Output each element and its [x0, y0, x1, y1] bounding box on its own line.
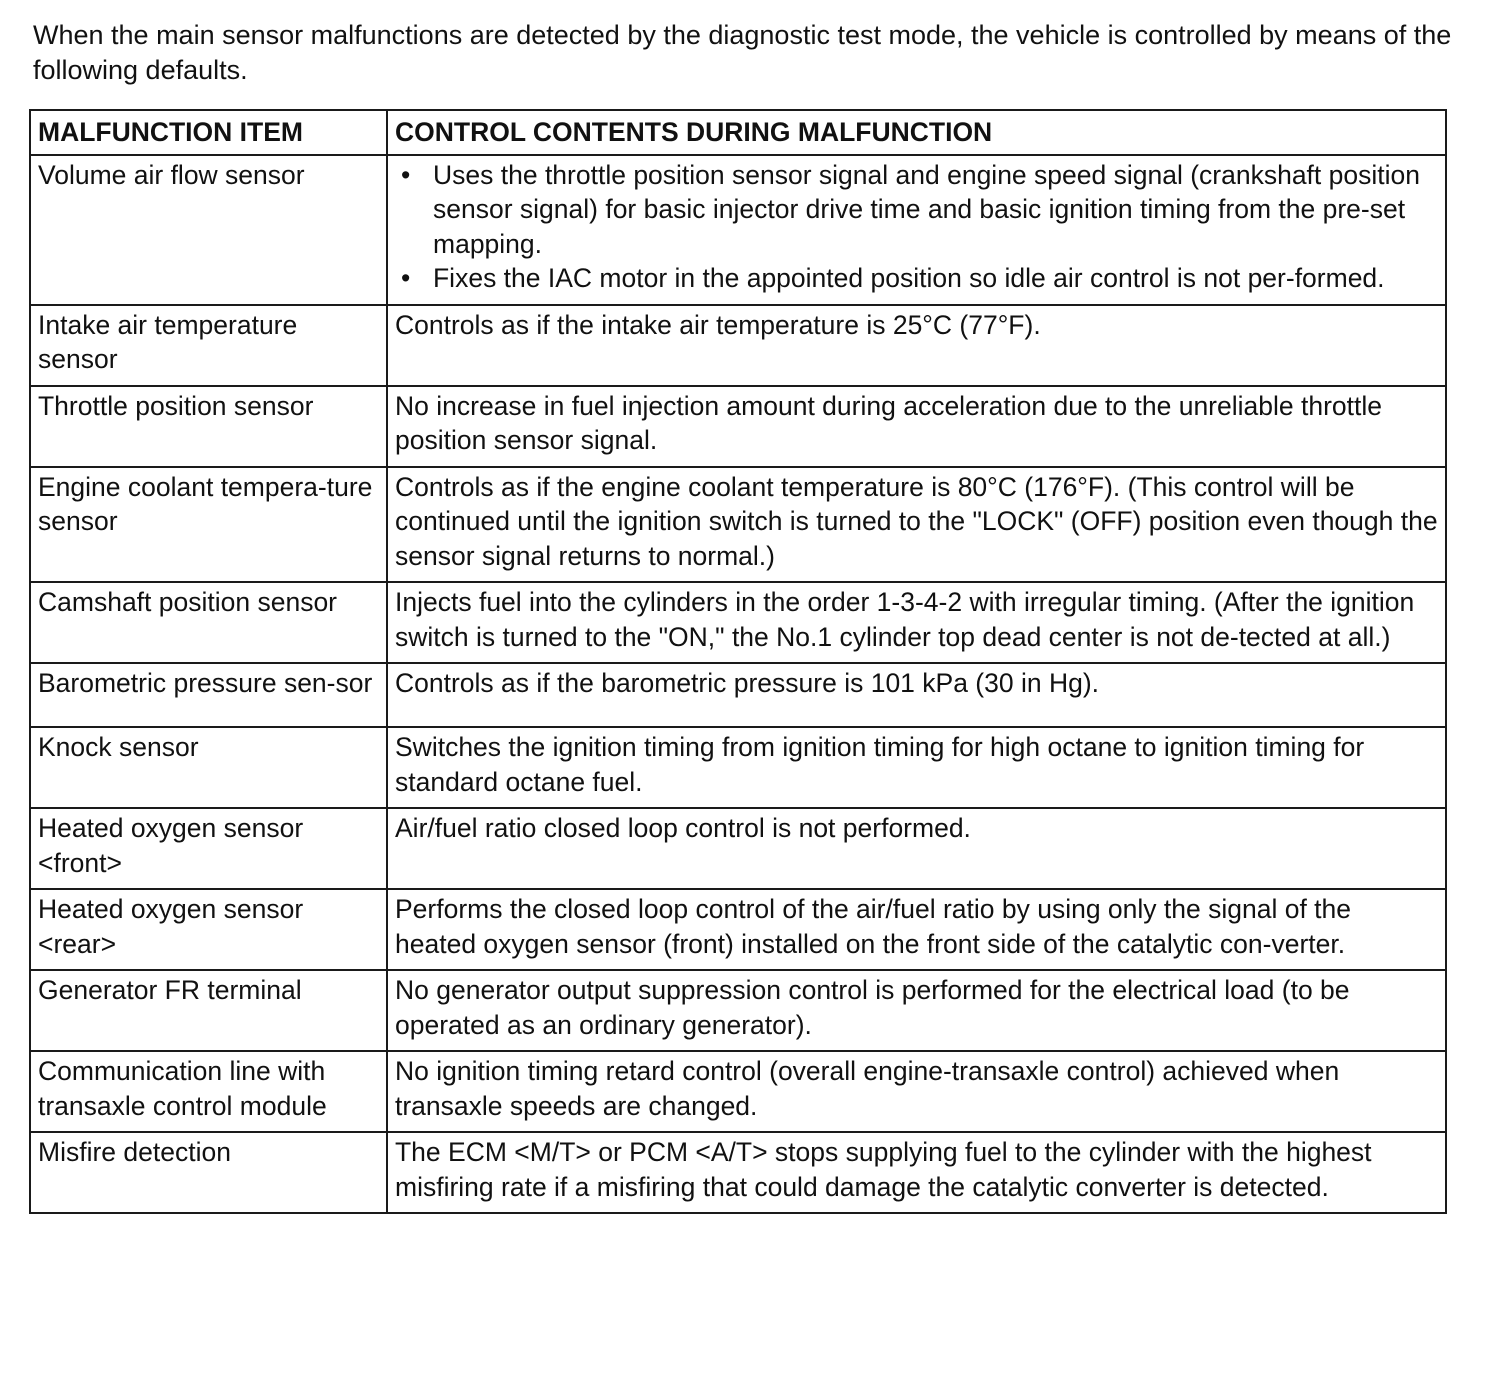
- malfunction-item-cell: Heated oxygen sensor <front>: [30, 808, 387, 889]
- malfunction-item-cell: Throttle position sensor: [30, 386, 387, 467]
- malfunction-item-cell: Communication line with transaxle control module: [30, 1051, 387, 1132]
- control-contents-cell: Performs the closed loop control of the air/fuel ratio by using only the signal of the heated oxygen sensor (front) installed on the front side of the catalytic con-verter.: [387, 889, 1446, 970]
- malfunction-item-cell: Camshaft position sensor: [30, 582, 387, 663]
- control-contents-cell: No ignition timing retard control (overall engine-transaxle control) achieved when transaxle speeds are changed.: [387, 1051, 1446, 1132]
- malfunction-item-cell: Knock sensor: [30, 727, 387, 808]
- table-row: [30, 305, 1446, 386]
- control-contents-cell: Controls as if the engine coolant temperature is 80°C (176°F). (This control will be continued until the ignition switch is turned to the "LOCK" (OFF) position even though the sensor signal returns to normal.): [387, 467, 1446, 583]
- table-row: [30, 970, 1446, 1051]
- table-row: [30, 386, 1446, 467]
- control-contents-cell: Controls as if the intake air temperature is 25°C (77°F).: [387, 305, 1446, 386]
- malfunction-item-cell: Barometric pressure sen-sor: [30, 663, 387, 727]
- table-row: [30, 889, 1446, 970]
- intro-paragraph: When the main sensor malfunctions are detected by the diagnostic test mode, the vehicle is controlled by means of the following defaults.: [33, 20, 1452, 85]
- control-contents-cell: No generator output suppression control is performed for the electrical load (to be operated as an ordinary generator).: [387, 970, 1446, 1051]
- control-contents-cell: No increase in fuel injection amount during acceleration due to the unreliable throttle position sensor signal.: [387, 386, 1446, 467]
- table-row: [30, 155, 1446, 305]
- malfunction-item-cell: Heated oxygen sensor <rear>: [30, 889, 387, 970]
- control-contents-cell: Injects fuel into the cylinders in the order 1-3-4-2 with irregular timing. (After the ignition switch is turned to the "ON," the No.1 cylinder top dead center is not de-tected at all.): [387, 582, 1446, 663]
- header-control-contents: CONTROL CONTENTS DURING MALFUNCTION: [387, 110, 1446, 155]
- header-malfunction-item: MALFUNCTION ITEM: [30, 110, 387, 155]
- control-contents-cell: The ECM <M/T> or PCM <A/T> stops supplying fuel to the cylinder with the highest misfiring rate if a misfiring that could damage the catalytic converter is detected.: [387, 1132, 1446, 1213]
- control-contents-cell: [387, 155, 1446, 305]
- table-row: [30, 467, 1446, 583]
- malfunction-item-cell: Volume air flow sensor: [30, 155, 387, 305]
- malfunction-item-cell: Misfire detection: [30, 1132, 387, 1213]
- control-contents-cell: Switches the ignition timing from ignition timing for high octane to ignition timing for standard octane fuel.: [387, 727, 1446, 808]
- control-contents-cell: Air/fuel ratio closed loop control is not performed.: [387, 808, 1446, 889]
- table-row: [30, 727, 1446, 808]
- table-header-row: [30, 110, 1446, 155]
- malfunction-item-cell: Engine coolant tempera-ture sensor: [30, 467, 387, 583]
- table-row: [30, 663, 1446, 727]
- malfunction-defaults-table: [29, 109, 1447, 1214]
- bullet-item: • Fixes the IAC motor in the appointed position so idle air control is not per-formed.: [395, 261, 1438, 296]
- table-row: [30, 582, 1446, 663]
- table-row: [30, 1132, 1446, 1213]
- malfunction-item-cell: Intake air temperature sensor: [30, 305, 387, 386]
- table-row: [30, 1051, 1446, 1132]
- table-row: [30, 808, 1446, 889]
- bullet-item: • Uses the throttle position sensor signal and engine speed signal (crankshaft position sensor signal) for basic injector drive time and basic ignition timing from the pre-set mapping.: [395, 158, 1438, 262]
- malfunction-item-cell: Generator FR terminal: [30, 970, 387, 1051]
- control-contents-cell: Controls as if the barometric pressure is 101 kPa (30 in Hg).: [387, 663, 1446, 727]
- bullet-list: [395, 158, 1438, 296]
